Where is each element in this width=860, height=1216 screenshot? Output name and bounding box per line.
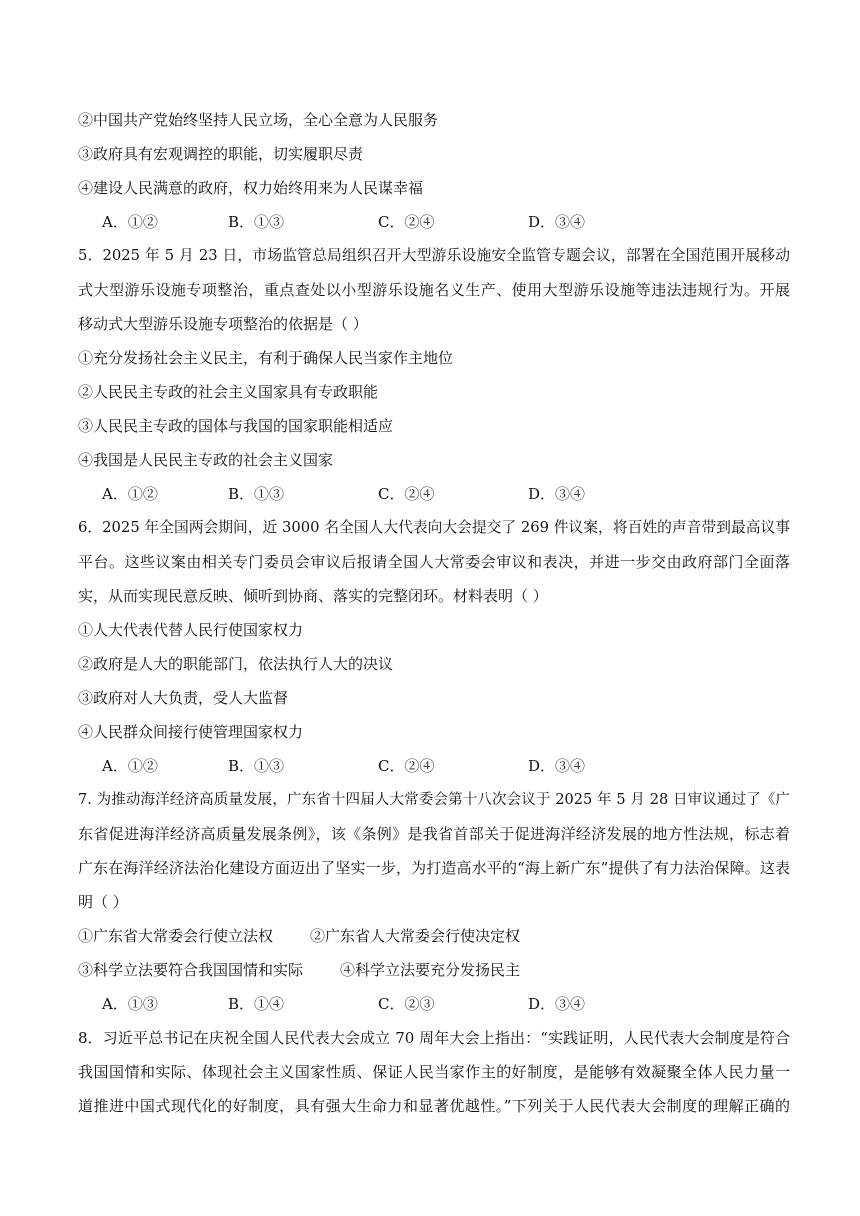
q5-statement-4: ④我国是人民民主专政的社会主义国家 [78,451,334,469]
q6-statement-4: ④人民群众间接行使管理国家权力 [78,723,304,741]
q6-options [102,756,702,776]
q4-option-b[interactable]: B．①③ [228,213,285,231]
q4-statement-2: ②中国共产党始终坚持人民立场，全心全意为人民服务 [78,111,439,129]
q7-statement-2: ②广东省人大常委会行使决定权 [310,927,521,945]
q7-stem-line-2: 东省促进海洋经济高质量发展条例》，该《条例》是我省首部关于促进海洋经济发展的地方性法规，标志着 [78,825,790,843]
q7-options [102,994,702,1014]
q5-statement-2: ②人民民主专政的社会主义国家具有专政职能 [78,383,379,401]
q7-statements-row-2 [78,960,790,980]
q7-statement-1: ①广东省大常委会行使立法权 [78,927,274,945]
q6-option-d[interactable]: D．③④ [528,757,586,775]
q7-option-c[interactable]: C．②③ [378,995,435,1013]
q8-stem-line-1: 8．习近平总书记在庆祝全国人民代表大会成立 70 周年大会上指出：“实践证明，人民代表大会制度是符合 [78,1029,790,1047]
q5-stem-line-2: 式大型游乐设施专项整治，重点查处以小型游乐设施名义生产、使用大型游乐设施等违法违规行为。开展 [78,281,790,299]
q6-statement-3: ③政府对人大负责，受人大监督 [78,689,289,707]
q5-options [102,484,702,504]
q6-option-a[interactable]: A．①② [102,757,158,775]
q4-option-d[interactable]: D．③④ [528,213,586,231]
q7-statement-4: ④科学立法要充分发扬民主 [340,961,521,979]
q7-stem-line-3: 广东在海洋经济法治化建设方面迈出了坚实一步，为打造高水平的“海上新广东”提供了有力法治保障。这表 [78,859,790,877]
q4-option-a[interactable]: A．①② [102,213,158,231]
q7-option-b[interactable]: B．①④ [228,995,285,1013]
q5-option-b[interactable]: B．①③ [228,485,285,503]
q6-stem-line-1: 6．2025 年全国两会期间，近 3000 名全国人大代表向大会提交了 269 件议案，将百姓的声音带到最高议事 [78,519,790,536]
q4-statement-4: ④建设人民满意的政府，权力始终用来为人民谋幸福 [78,179,424,197]
q7-statements-row-1 [78,926,790,946]
q6-stem-line-3: 实，从而实现民意反映、倾听到协商、落实的完整闭环。材料表明（ ） [78,587,548,605]
q6-statement-2: ②政府是人大的职能部门，依法执行人大的决议 [78,655,394,673]
q7-statement-3: ③科学立法要符合我国国情和实际 [78,961,304,979]
q5-option-a[interactable]: A．①② [102,485,158,503]
q7-option-d[interactable]: D．③④ [528,995,586,1013]
q5-option-c[interactable]: C．②④ [378,485,435,503]
q6-statement-1: ①人大代表代替人民行使国家权力 [78,621,304,639]
q8-stem-line-3: 道推进中国式现代化的好制度，具有强大生命力和显著优越性。”下列关于人民代表大会制度的理解正确的 [78,1097,790,1115]
q6-stem-line-2: 平台。这些议案由相关专门委员会审议后报请全国人大常委会审议和表决，并进一步交由政府部门全面落 [78,553,790,571]
q4-options [102,212,702,232]
q4-statement-3: ③政府具有宏观调控的职能，切实履职尽责 [78,145,364,163]
q5-statement-3: ③人民民主专政的国体与我国的国家职能相适应 [78,417,394,435]
q5-stem-line-1: 5．2025 年 5 月 23 日，市场监管总局组织召开大型游乐设施安全监管专题会议，部署在全国范围开展移动 [78,247,790,264]
q5-option-d[interactable]: D．③④ [528,485,586,503]
q6-option-c[interactable]: C．②④ [378,757,435,775]
q7-option-a[interactable]: A．①③ [102,995,158,1013]
q8-stem-line-2: 我国国情和实际、体现社会主义国家性质、保证人民当家作主的好制度，是能够有效凝聚全体人民力量一 [78,1063,790,1081]
q5-stem-line-3: 移动式大型游乐设施专项整治的依据是（ ） [78,315,368,333]
q6-option-b[interactable]: B．①③ [228,757,285,775]
q5-statement-1: ①充分发扬社会主义民主，有利于确保人民当家作主地位 [78,349,454,367]
q7-stem-line-4: 明（ ） [78,893,128,911]
q4-option-c[interactable]: C．②④ [378,213,435,231]
q7-stem-line-1: 7. 为推动海洋经济高质量发展，广东省十四届人大常委会第十八次会议于 2025 年 5 月 28 日审议通过了《广 [78,792,790,808]
